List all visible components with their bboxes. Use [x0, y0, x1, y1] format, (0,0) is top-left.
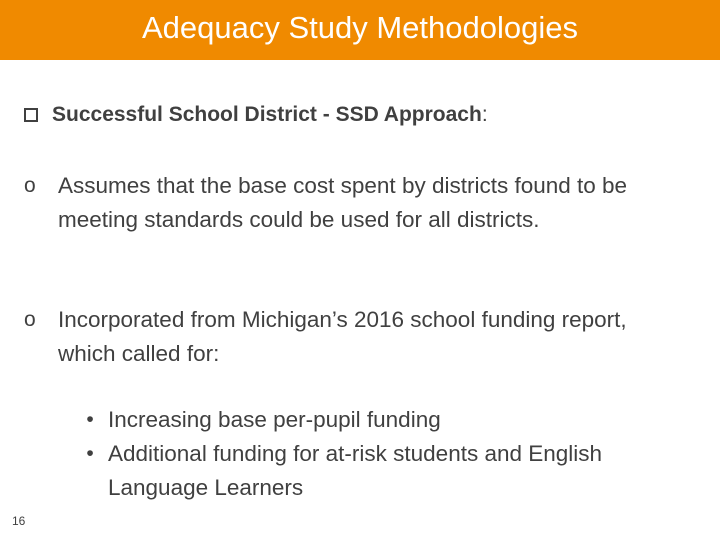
dot-bullet-icon: •	[86, 408, 94, 431]
heading-item	[24, 103, 704, 127]
heading-colon: :	[481, 103, 488, 126]
circle-bullet-icon: o	[24, 308, 36, 331]
point-item-1	[24, 169, 664, 237]
title-bar	[0, 0, 720, 60]
subpoint-text-1: Increasing base per-pupil funding	[108, 407, 441, 432]
page-number: 16	[12, 514, 26, 528]
dot-bullet-icon: •	[86, 442, 94, 465]
point-text-1: Assumes that the base cost spent by districts found to be meeting standards could be used for all districts.	[58, 173, 628, 232]
subpoint-item-1	[72, 403, 632, 437]
point-item-2	[24, 303, 664, 371]
subpoint-item-2	[72, 437, 632, 505]
point-text-2: Incorporated from Michigan’s 2016 school funding report, which called for:	[58, 307, 627, 366]
subpoint-text-2: Additional funding for at-risk students and English Language Learners	[108, 441, 603, 500]
checkbox-square-icon	[24, 108, 38, 122]
heading-text: Successful School District - SSD Approach	[52, 103, 482, 126]
slide-title: Adequacy Study Methodologies	[141, 9, 578, 45]
circle-bullet-icon: o	[24, 174, 36, 197]
